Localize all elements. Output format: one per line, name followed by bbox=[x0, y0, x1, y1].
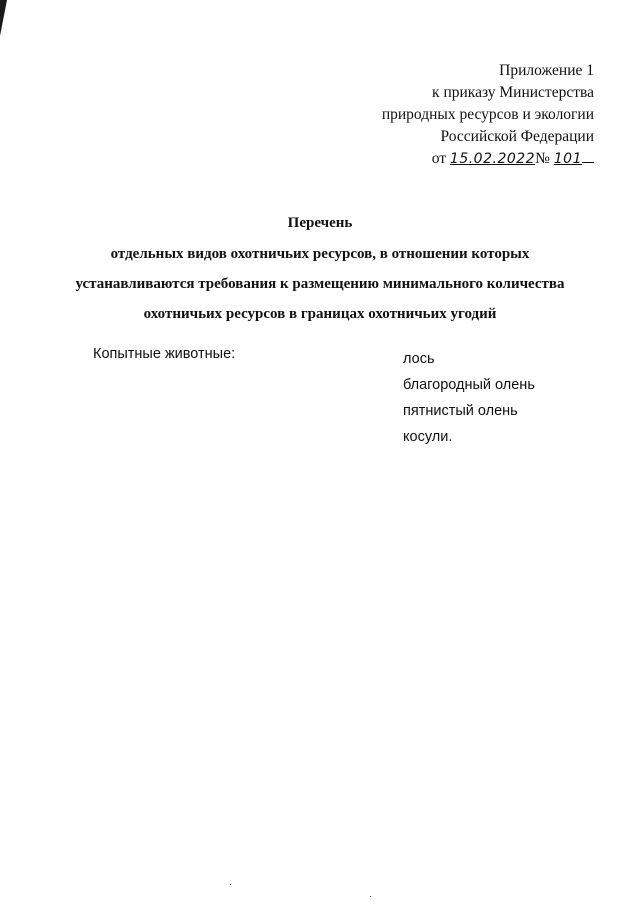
scan-edge-mark bbox=[0, 0, 7, 36]
underline-blank bbox=[582, 148, 594, 163]
species-list bbox=[403, 346, 535, 450]
species-item: косули. bbox=[403, 429, 453, 445]
category-label: Копытные животные: bbox=[93, 346, 236, 362]
document-title-block bbox=[60, 212, 580, 329]
handwritten-number: 101 bbox=[553, 151, 582, 167]
species-item: лось bbox=[403, 351, 435, 367]
document-title: Перечень bbox=[287, 215, 353, 231]
subtitle-line: охотничьих ресурсов в границах охотничьих угодий bbox=[143, 306, 497, 322]
scan-speck bbox=[370, 896, 371, 897]
appendix-date-line bbox=[334, 148, 594, 170]
appendix-country: Российской Федерации bbox=[440, 128, 594, 145]
date-prefix: от bbox=[431, 150, 447, 167]
appendix-ministry: природных ресурсов и экологии bbox=[381, 106, 594, 123]
scan-speck bbox=[230, 884, 231, 885]
species-item: благородный олень bbox=[403, 377, 535, 393]
appendix-order-ref: к приказу Министерства bbox=[432, 84, 594, 101]
subtitle-line: отдельных видов охотничьих ресурсов, в отношении которых bbox=[110, 246, 530, 262]
species-item: пятнистый олень bbox=[403, 403, 518, 419]
appendix-header bbox=[334, 60, 594, 170]
number-sign: № bbox=[535, 150, 550, 167]
subtitle-line: устанавливаются требования к размещению минимального количества bbox=[75, 276, 565, 292]
handwritten-date: 15.02.2022 bbox=[449, 151, 536, 167]
appendix-number: Приложение 1 bbox=[499, 62, 594, 79]
